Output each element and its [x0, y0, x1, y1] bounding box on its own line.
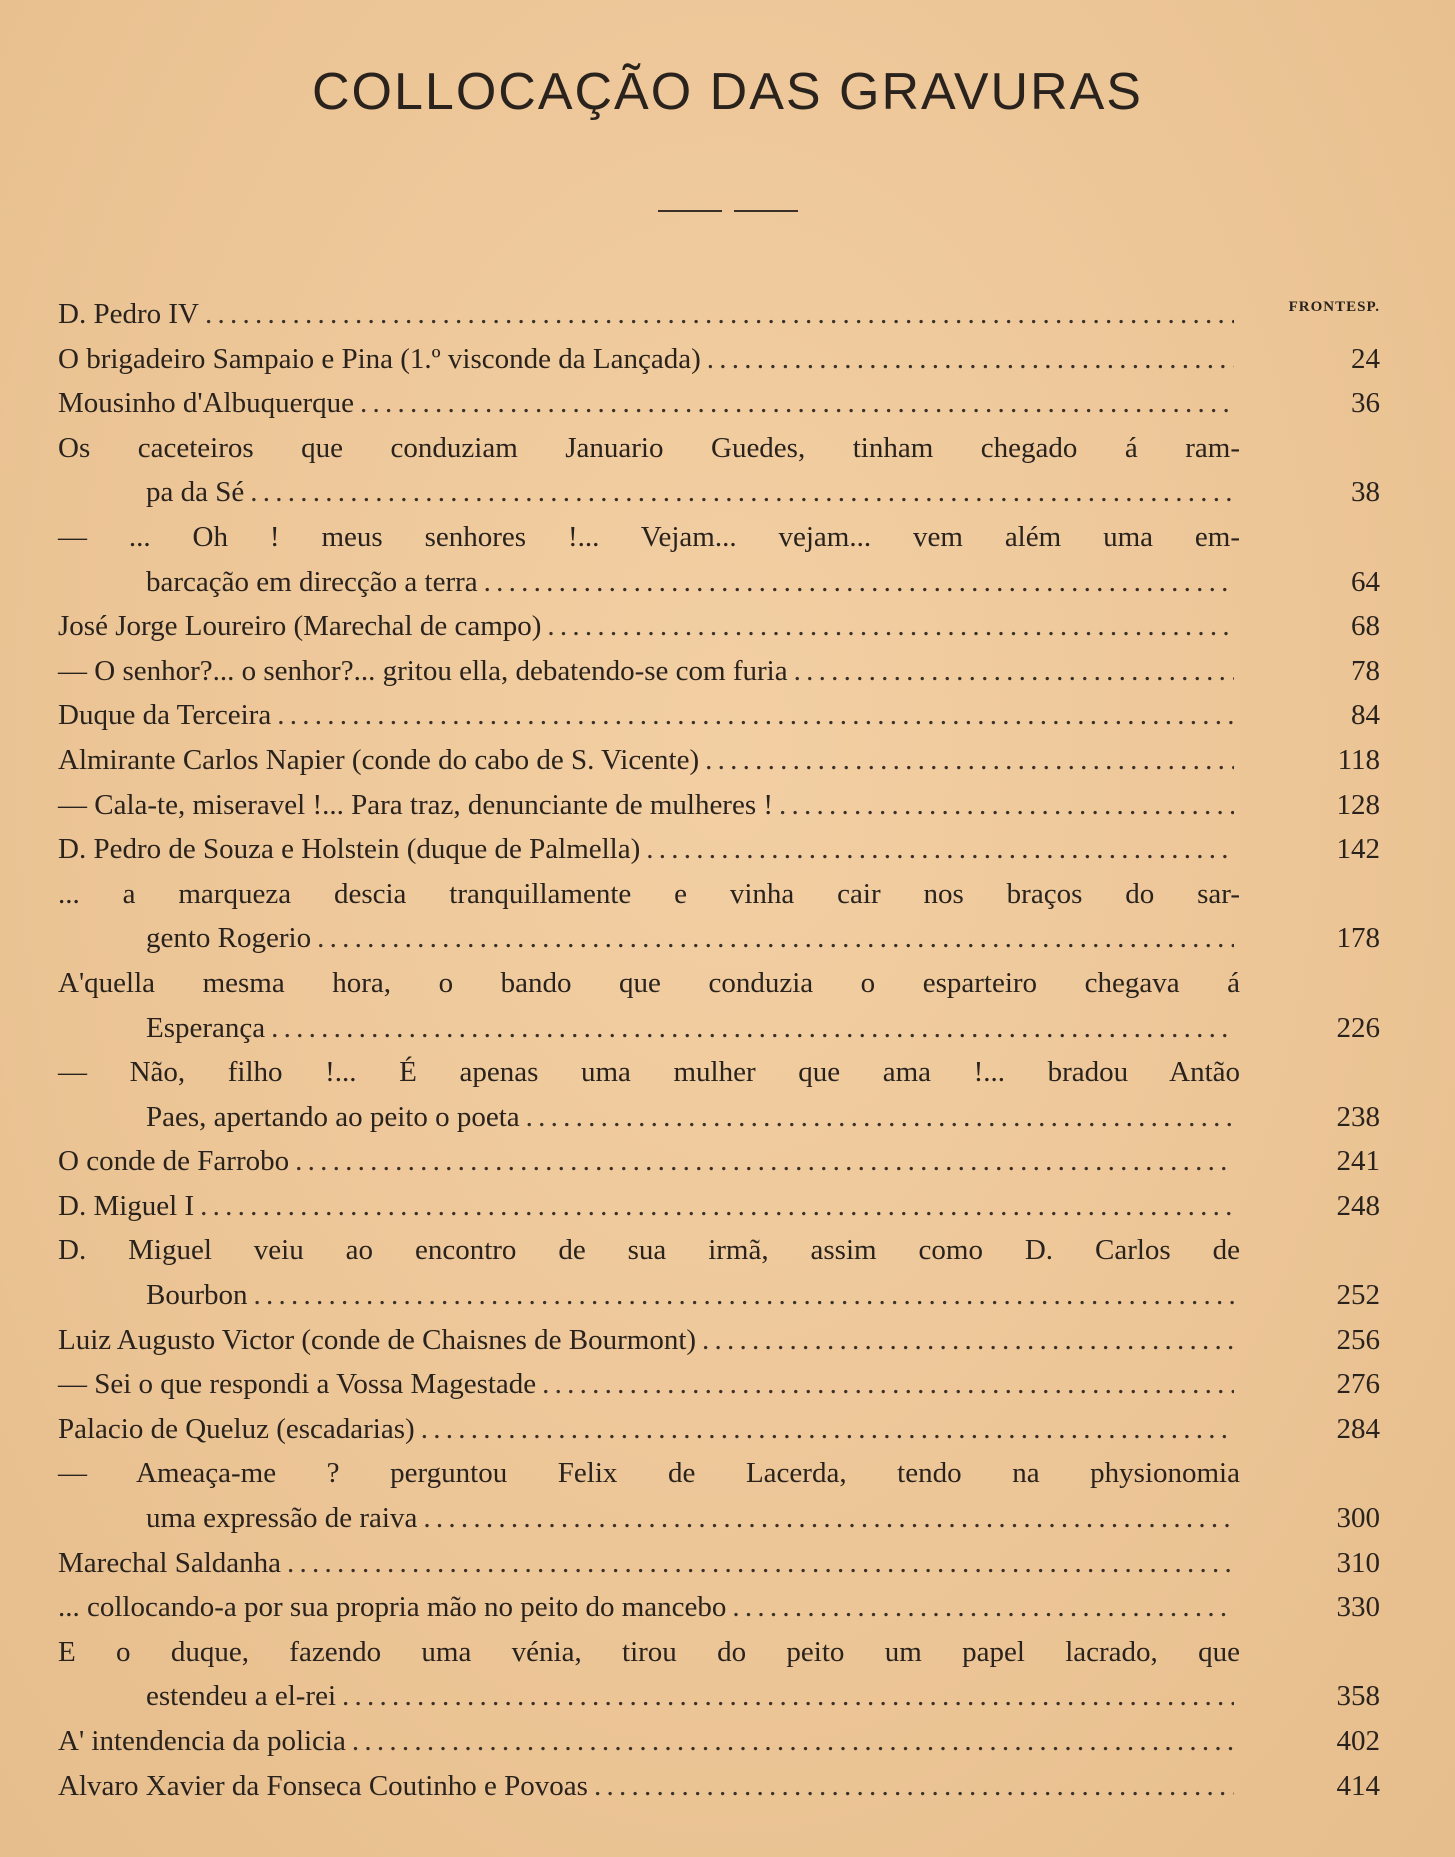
entry-caption: D. Pedro IV [58, 298, 199, 330]
dot-leader [250, 470, 1234, 515]
page-number: 402 [1336, 1725, 1380, 1757]
entry-caption: Duque da Terceira [58, 699, 272, 732]
toc-entry-line [58, 1451, 1398, 1496]
toc-entry-line [58, 292, 1398, 337]
toc-entry-line [58, 1228, 1398, 1273]
page-number: 226 [1336, 1011, 1380, 1044]
dot-leader [205, 292, 1234, 337]
toc-entry-line [58, 1719, 1398, 1764]
page-number: 276 [1336, 1368, 1380, 1401]
dot-leader [254, 1273, 1235, 1318]
page-number: 248 [1336, 1189, 1380, 1222]
page-number: 241 [1336, 1145, 1380, 1178]
entry-caption: A'quella mesma hora, o bando que conduzia o esparteiro chegava á [58, 966, 1240, 999]
page-number: 68 [1351, 610, 1380, 643]
page-number: 330 [1336, 1591, 1380, 1624]
toc-entry-line [58, 381, 1398, 426]
page-number: 284 [1336, 1412, 1380, 1445]
page-number: 256 [1336, 1323, 1380, 1356]
dot-leader [526, 1095, 1234, 1140]
entry-caption: — O senhor?... o senhor?... gritou ella, debatendo-se com furia [58, 654, 788, 687]
entry-caption: O brigadeiro Sampaio e Pina (1.º visconde da Lançada) [58, 342, 701, 375]
entry-caption: — Não, filho !... É apenas uma mulher que ama !... bradou Antão [58, 1056, 1240, 1089]
toc-entry-line [58, 649, 1398, 694]
page-number: 36 [1351, 387, 1380, 420]
page-number: 128 [1336, 788, 1380, 821]
page-number: 358 [1336, 1680, 1380, 1713]
page-number: 118 [1337, 743, 1380, 776]
entry-caption: uma expressão de raiva [146, 1502, 418, 1535]
entry-caption: Mousinho d'Albuquerque [58, 387, 355, 420]
dot-leader [542, 1362, 1234, 1407]
dot-leader [484, 560, 1234, 605]
toc-entry-line [58, 693, 1398, 738]
dot-leader [794, 649, 1234, 694]
page-number: 310 [1336, 1546, 1380, 1579]
entry-caption: A' intendencia da policia [58, 1725, 346, 1757]
dot-leader [779, 783, 1234, 828]
toc-entry-line [58, 738, 1398, 783]
entry-caption: Bourbon [146, 1279, 248, 1312]
dot-leader [317, 916, 1234, 961]
toc-entry-line [58, 1095, 1398, 1140]
toc-entry-line [58, 604, 1398, 649]
entry-caption: Marechal Saldanha [58, 1546, 282, 1579]
page-number: 38 [1351, 476, 1380, 509]
dot-leader [702, 1318, 1234, 1363]
dot-leader [732, 1585, 1234, 1630]
dot-leader [360, 381, 1234, 426]
page-number: FRONTESP. [1288, 299, 1380, 315]
dot-leader [707, 337, 1234, 382]
toc-entry-line [58, 1674, 1398, 1719]
page-number: 300 [1336, 1502, 1380, 1535]
entry-caption: — Sei o que respondi a Vossa Magestade [58, 1368, 537, 1401]
dot-leader [200, 1184, 1234, 1229]
toc-entry-line [58, 783, 1398, 828]
page-number: 64 [1351, 565, 1380, 598]
entry-caption: E o duque, fazendo uma vénia, tirou do peito um papel lacrado, que [58, 1635, 1240, 1668]
entry-caption: Esperança [146, 1011, 266, 1044]
dot-leader [421, 1407, 1234, 1452]
engravings-list [58, 292, 1398, 1808]
entry-caption: Palacio de Queluz (escadarias) [58, 1412, 415, 1445]
toc-entry-line [58, 1006, 1398, 1051]
entry-caption: Alvaro Xavier da Fonseca Coutinho e Povoas [58, 1769, 588, 1802]
toc-entry-line [58, 1273, 1398, 1318]
entry-caption: — Cala-te, miseravel !... Para traz, denunciante de mulheres ! [58, 788, 774, 821]
page-number: 252 [1336, 1279, 1380, 1312]
toc-entry-line [58, 560, 1398, 605]
entry-caption: pa da Sé [146, 476, 245, 509]
entry-caption: — Ameaça-me ? perguntou Felix de Lacerda, tendo na physionomia [58, 1457, 1240, 1490]
page-number: 414 [1336, 1769, 1380, 1802]
toc-entry-line [58, 1318, 1398, 1363]
entry-caption: Paes, apertando ao peito o poeta [146, 1100, 520, 1133]
toc-entry-line [58, 916, 1398, 961]
dot-leader [352, 1719, 1234, 1764]
entry-caption: ... collocando-a por sua propria mão no peito do mancebo [58, 1591, 727, 1624]
page-number: 238 [1336, 1100, 1380, 1133]
toc-entry-line [58, 1407, 1398, 1452]
toc-entry-line [58, 1496, 1398, 1541]
entry-caption: O conde de Farrobo [58, 1145, 290, 1178]
toc-entry-line [58, 872, 1398, 917]
entry-caption: Os caceteiros que conduziam Januario Guedes, tinham chegado á ram- [58, 431, 1240, 464]
entry-caption: estendeu a el-rei [146, 1680, 337, 1713]
toc-entry-line [58, 1184, 1398, 1229]
dot-leader [705, 738, 1234, 783]
toc-entry-line [58, 1362, 1398, 1407]
toc-entry-line [58, 470, 1398, 515]
page-number: 84 [1351, 699, 1380, 732]
entry-caption: D. Miguel veiu ao encontro de sua irmã, assim como D. Carlos de [58, 1234, 1240, 1267]
page-title: COLLOCAÇÃO DAS GRAVURAS [311, 63, 1143, 121]
dot-leader [287, 1541, 1234, 1586]
entry-caption: — ... Oh ! meus senhores !... Vejam... vejam... vem além uma em- [58, 520, 1240, 553]
entry-caption: gento Rogerio [146, 922, 312, 955]
page-number: 78 [1351, 654, 1380, 687]
entry-caption: Almirante Carlos Napier (conde do cabo de S. Vicente) [58, 743, 700, 776]
toc-entry-line [58, 1630, 1398, 1675]
title-divider [658, 210, 798, 212]
dot-leader [423, 1496, 1234, 1541]
entry-caption: D. Pedro de Souza e Holstein (duque de Palmella) [58, 833, 641, 866]
dot-leader [594, 1764, 1234, 1809]
page-number: 178 [1336, 922, 1380, 955]
toc-entry-line [58, 515, 1398, 560]
dot-leader [277, 693, 1234, 738]
entry-caption: José Jorge Loureiro (Marechal de campo) [58, 610, 542, 643]
dot-leader [646, 827, 1234, 872]
dot-leader [271, 1006, 1234, 1051]
page-number: 142 [1336, 833, 1380, 866]
page-number: 24 [1351, 342, 1380, 375]
entry-caption: D. Miguel I [58, 1189, 195, 1222]
toc-entry-line [58, 1541, 1398, 1586]
toc-entry-line [58, 961, 1398, 1006]
dot-leader [295, 1139, 1234, 1184]
entry-caption: barcação em direcção a terra [146, 565, 478, 598]
toc-entry-line [58, 1764, 1398, 1809]
dot-leader [342, 1674, 1234, 1719]
toc-entry-line [58, 426, 1398, 471]
entry-caption: ... a marqueza descia tranquillamente e vinha cair nos braços do sar- [58, 877, 1240, 910]
toc-entry-line [58, 1585, 1398, 1630]
toc-entry-line [58, 1139, 1398, 1184]
toc-entry-line [58, 827, 1398, 872]
toc-entry-line [58, 1050, 1398, 1095]
toc-entry-line [58, 337, 1398, 382]
entry-caption: Luiz Augusto Victor (conde de Chaisnes de Bourmont) [58, 1323, 697, 1356]
dot-leader [547, 604, 1234, 649]
